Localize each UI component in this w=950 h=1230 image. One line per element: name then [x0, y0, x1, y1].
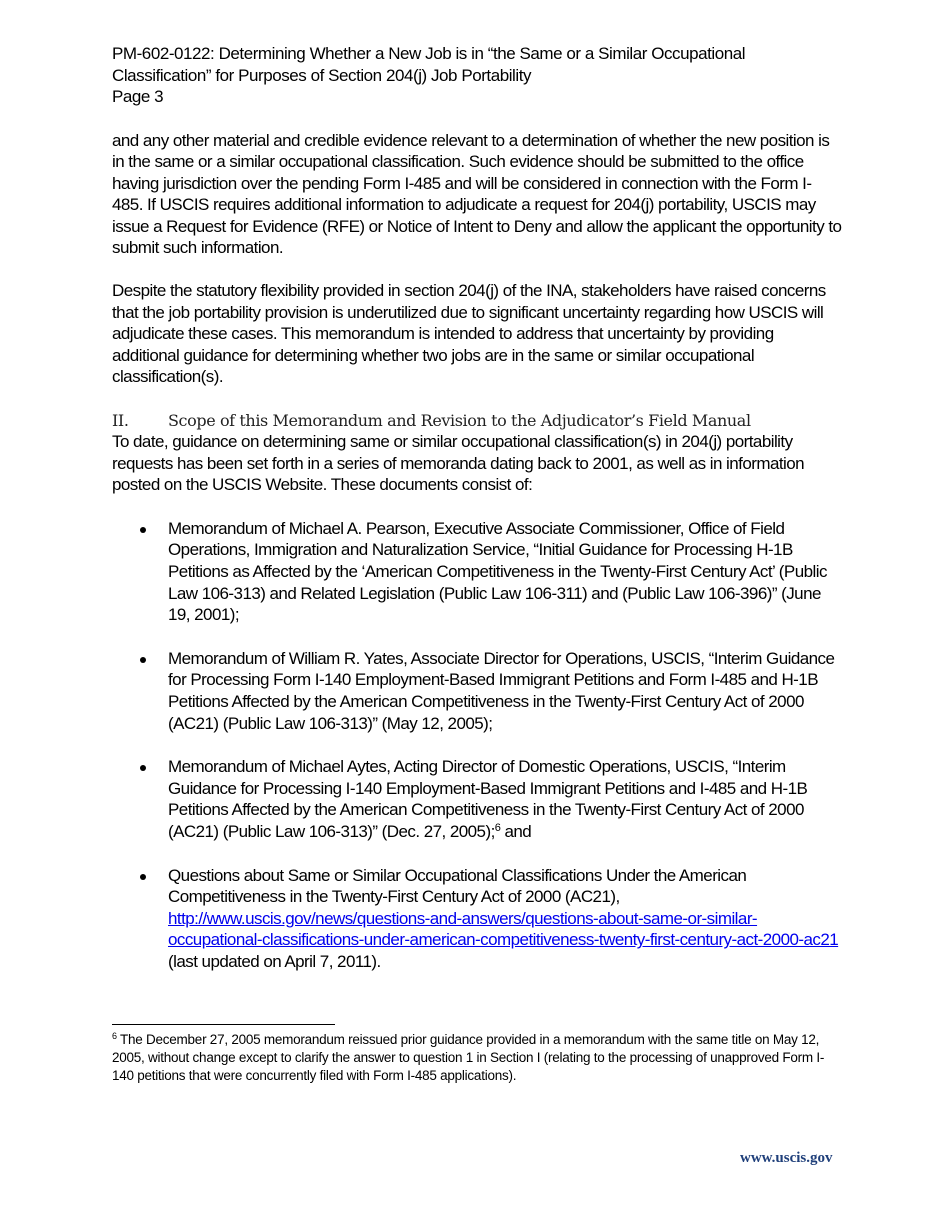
footnote — [112, 1031, 842, 1085]
page-number: Page 3 — [112, 87, 164, 106]
list-item-body: Questions about Same or Similar Occupational Classifications Under the American Competitiveness in the Twenty-First Century Act of 2000 (AC21), — [168, 865, 747, 907]
list-item — [112, 648, 842, 734]
bullet-icon — [140, 527, 146, 533]
section-number: II. — [112, 411, 129, 431]
list-item — [112, 865, 842, 973]
memo-header — [112, 43, 842, 108]
uscis-faq-link[interactable]: http://www.uscis.gov/news/questions-and-answers/questions-about-same-or-similar-occupational-classifications-under-american-competitiveness-twenty-first-century-act-2000-ac21 — [168, 908, 839, 950]
paragraph-stakeholder-concerns: Despite the statutory flexibility provided in section 204(j) of the INA, stakeholders have raised concerns that the job portability provision is underutilized due to significant uncertainty regarding how USCIS will adjudicate these cases. This memorandum is intended to address that uncertainty by providing additional guidance for determining whether two jobs are in the same or similar occupational classification(s). — [112, 281, 826, 387]
list-item-text: Memorandum of William R. Yates, Associate Director for Operations, USCIS, “Interim Guidance for Processing Form I-140 Employment-Based Immigrant Petitions and Form I-485 and H-1B Petitions Affected by the American Competitiveness in the Twenty-First Century Act of 2000 (AC21) (Public Law 106-313)” (May 12, 2005); — [168, 648, 835, 733]
paragraph-evidence: and any other material and credible evidence relevant to a determination of whether the new position is in the same or a similar occupational classification. Such evidence should be submitted to the office having jurisdiction over the pending Form I-485 and will be considered in connection with the Form I-485. If USCIS requires additional information to adjudicate a request for 204(j) portability, USCIS may issue a Request for Evidence (RFE) or Notice of Intent to Deny and allow the applicant the opportunity to submit such information. — [112, 130, 842, 258]
list-item-text — [168, 865, 842, 973]
section-title: Scope of this Memorandum and Revision to the Adjudicator’s Field Manual — [168, 411, 751, 431]
header-title-line-2: Classification” for Purposes of Section 204(j) Job Portability — [112, 65, 532, 85]
list-item — [112, 756, 842, 842]
list-item — [112, 518, 842, 626]
footnote-separator — [112, 1024, 335, 1025]
footnote-marker: 6 — [112, 1031, 117, 1041]
footnote-text: The December 27, 2005 memorandum reissued prior guidance provided in a memorandum with the same title on May 12, 2005, without change except to clarify the answer to question 1 in Section I (relating to the processing of unapproved Form I-140 petitions that were concurrently filed with Form I-485 applications). — [112, 1032, 825, 1083]
paragraph-guidance-history: To date, guidance on determining same or similar occupational classification(s) in 204(j) portability requests has been set forth in a series of memoranda dating back to 2001, as well as in information posted on the USCIS Website. These documents consist of: — [112, 432, 805, 495]
bullet-icon — [140, 874, 146, 880]
footer-website[interactable]: www.uscis.gov — [740, 1150, 833, 1166]
memoranda-list — [112, 518, 842, 973]
document-page — [112, 43, 842, 995]
list-item-tail: (last updated on April 7, 2011). — [168, 951, 381, 971]
section-heading — [112, 410, 842, 431]
list-item-text: Memorandum of Michael A. Pearson, Executive Associate Commissioner, Office of Field Operations, Immigration and Naturalization Service, “Initial Guidance for Processing H-1B Petitions as Affected by the ‘American Competitiveness in the Twenty-First Century Act’ (Public Law 106-313) and Related Legislation (Public Law 106-311) and (Public Law 106-396)” (June 19, 2001); — [168, 518, 827, 625]
header-title-line-1: PM-602-0122: Determining Whether a New Job is in “the Same or a Similar Occupational — [112, 44, 746, 63]
list-item-tail: and — [500, 821, 532, 841]
bullet-icon — [140, 765, 146, 771]
bullet-icon — [140, 657, 146, 663]
footnote-reference[interactable]: 6 — [494, 821, 501, 834]
list-item-body: Memorandum of Michael Aytes, Acting Director of Domestic Operations, USCIS, “Interim Guidance for Processing I-140 Employment-Based Immigrant Petitions and I-485 and H-1B Petitions Affected by the American Competitiveness in the Twenty-First Century Act of 2000 (AC21) (Public Law 106-313)” (Dec. 27, 2005); — [168, 757, 808, 841]
list-item-text — [168, 756, 842, 842]
